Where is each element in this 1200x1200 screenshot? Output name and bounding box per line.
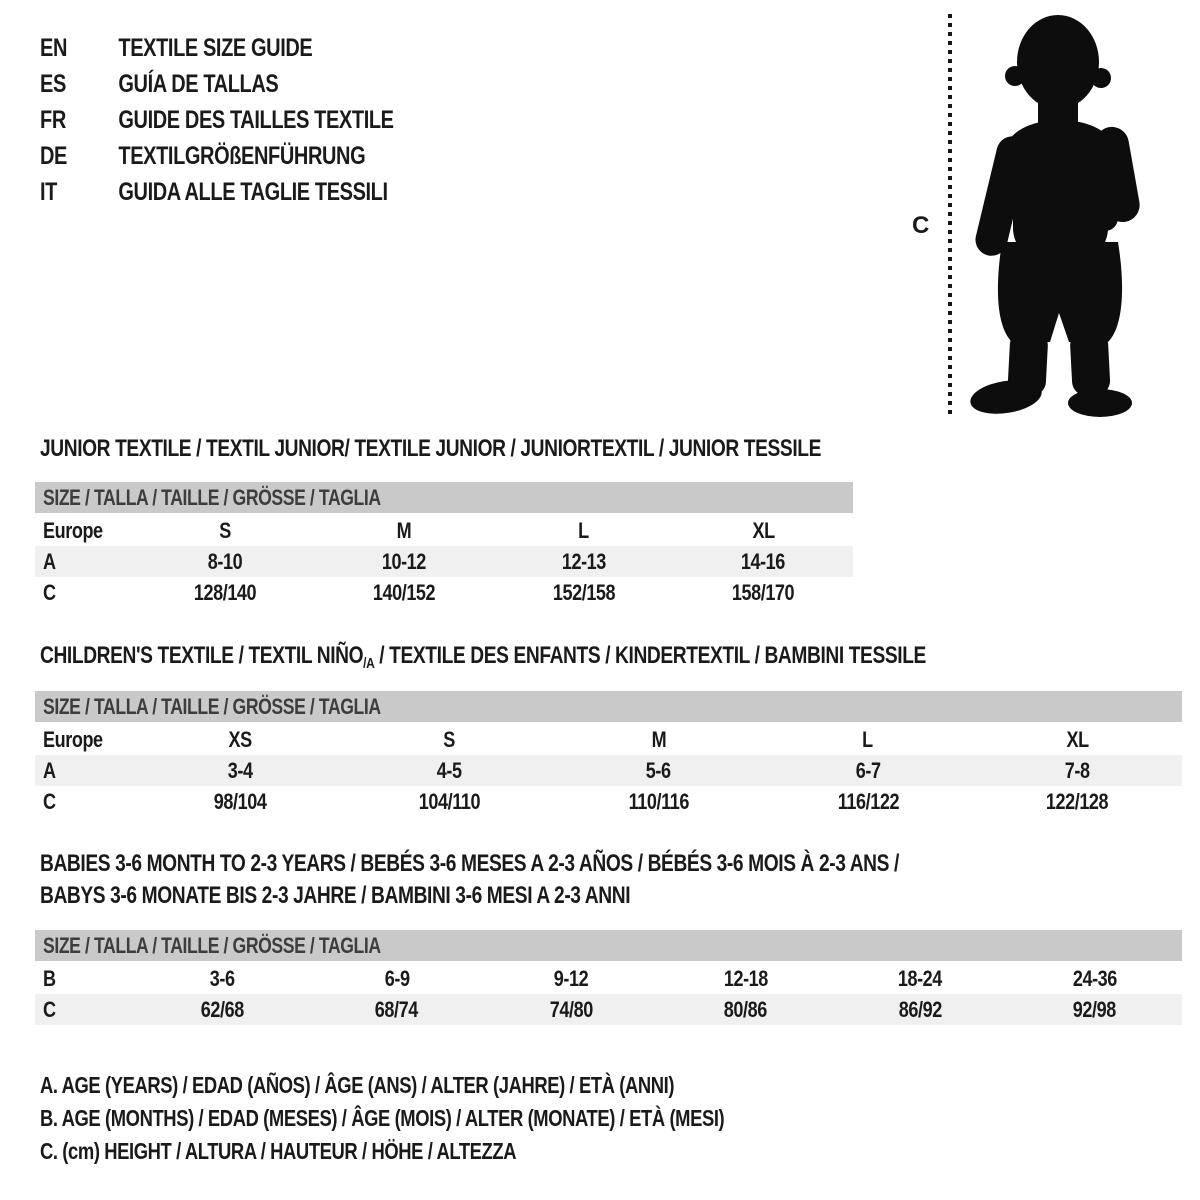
value-cell: 86/92	[898, 996, 942, 1022]
section-title-text: CHILDREN'S TEXTILE / TEXTIL NIÑO	[40, 642, 364, 669]
value-cell: 62/68	[200, 996, 244, 1022]
legend-line-b: B. AGE (MONTHS) / EDAD (MESES) / ÂGE (MOIS) / ALTER (MONATE) / ETÀ (MESI)	[40, 1105, 725, 1131]
value-cell: 152/158	[552, 579, 615, 605]
value-cell: 122/128	[1046, 788, 1109, 814]
language-row-it	[40, 174, 394, 210]
legend-line-c: C. (cm) HEIGHT / ALTURA / HAUTEUR / HÖHE / ALTEZZA	[40, 1138, 517, 1164]
language-title: TEXTILGRÖßENFÜHRUNG	[118, 141, 366, 170]
table-rows	[35, 515, 853, 608]
value-cell: 18-24	[898, 965, 943, 991]
value-cell: 158/170	[732, 579, 795, 605]
toddler-silhouette	[958, 12, 1144, 420]
measure-legend	[40, 1072, 895, 1171]
table-rows	[35, 963, 1182, 1025]
size-column-header: S	[443, 726, 455, 752]
section-title-children	[40, 640, 926, 680]
language-title: GUIDA ALLE TAGLIE TESSILI	[118, 177, 388, 206]
size-column-header: XS	[228, 726, 252, 752]
junior-size-table	[35, 482, 853, 608]
language-title-block	[40, 30, 482, 210]
size-header-bar	[35, 482, 853, 513]
language-title: TEXTILE SIZE GUIDE	[118, 33, 313, 62]
section-title-junior: JUNIOR TEXTILE / TEXTIL JUNIOR/ TEXTILE JUNIOR / JUNIORTEXTIL / JUNIOR TESSILE	[40, 435, 821, 462]
table-row-europe	[35, 515, 853, 546]
table-row-b	[35, 963, 1182, 994]
table-row-a	[35, 546, 853, 577]
row-label: A	[43, 548, 56, 574]
value-cell: 92/98	[1073, 996, 1117, 1022]
value-cell: 116/122	[837, 788, 899, 814]
size-column-header: M	[396, 517, 412, 543]
height-measure-dashed-line	[948, 14, 952, 418]
section-title-subscript: /A	[363, 655, 375, 672]
table-row-c	[35, 994, 1182, 1025]
value-cell: 9-12	[554, 965, 589, 991]
language-code: IT	[40, 177, 57, 206]
size-header-label: SIZE / TALLA / TAILLE / GRÖSSE / TAGLIA	[43, 694, 381, 719]
language-code: FR	[40, 105, 66, 134]
children-size-table	[35, 691, 1182, 817]
value-cell: 14-16	[741, 548, 786, 574]
value-cell: 10-12	[382, 548, 427, 574]
value-cell: 24-36	[1072, 965, 1117, 991]
value-cell: 110/116	[628, 788, 689, 814]
row-label: C	[43, 788, 56, 814]
value-cell: 128/140	[193, 579, 256, 605]
value-cell: 5-6	[646, 757, 671, 783]
babies-size-table	[35, 930, 1182, 1025]
value-cell: 12-18	[723, 965, 768, 991]
table-row-europe	[35, 724, 1182, 755]
size-header-bar	[35, 930, 1182, 961]
table-row-c	[35, 577, 853, 608]
legend-line-a: A. AGE (YEARS) / EDAD (AÑOS) / ÂGE (ANS) / ALTER (JAHRE) / ETÀ (ANNI)	[40, 1072, 675, 1098]
section-title-babies	[40, 848, 899, 912]
row-label: C	[43, 579, 56, 605]
value-cell: 98/104	[213, 788, 267, 814]
value-cell: 68/74	[375, 996, 419, 1022]
table-rows	[35, 724, 1182, 817]
height-measure-label: C	[912, 212, 930, 239]
language-row-de	[40, 138, 394, 174]
size-column-header: L	[578, 517, 590, 543]
value-cell: 3-4	[227, 757, 253, 783]
section-title-text: / TEXTILE DES ENFANTS / KINDERTEXTIL / BAMBINI TESSILE	[374, 642, 926, 669]
value-cell: 140/152	[373, 579, 436, 605]
size-header-label: SIZE / TALLA / TAILLE / GRÖSSE / TAGLIA	[43, 933, 381, 958]
value-cell: 7-8	[1064, 757, 1090, 783]
value-cell: 6-9	[384, 965, 410, 991]
language-code: EN	[40, 33, 67, 62]
value-cell: 80/86	[724, 996, 768, 1022]
size-header-bar	[35, 691, 1182, 722]
language-row-en	[40, 30, 394, 66]
language-code: DE	[40, 141, 67, 170]
language-code: ES	[40, 69, 66, 98]
size-column-header: S	[218, 517, 231, 543]
region-label: Europe	[43, 517, 103, 543]
size-column-header: XL	[752, 517, 775, 543]
language-row-fr	[40, 102, 394, 138]
value-cell: 8-10	[207, 548, 242, 574]
value-cell: 74/80	[549, 996, 593, 1022]
value-cell: 12-13	[561, 548, 606, 574]
language-row-es	[40, 66, 394, 102]
row-label: A	[43, 757, 56, 783]
value-cell: 3-6	[209, 965, 235, 991]
value-cell: 4-5	[436, 757, 462, 783]
size-column-header: XL	[1066, 726, 1089, 752]
row-label: C	[43, 996, 56, 1022]
size-column-header: M	[651, 726, 666, 752]
table-row-c	[35, 786, 1182, 817]
size-column-header: L	[862, 726, 874, 752]
value-cell: 104/110	[418, 788, 480, 814]
row-label: B	[43, 965, 56, 991]
value-cell: 6-7	[855, 757, 881, 783]
section-title-line1: BABIES 3-6 MONTH TO 2-3 YEARS / BEBÉS 3-6 MESES A 2-3 AÑOS / BÉBÉS 3-6 MOIS À 2-3 ANS /	[40, 850, 899, 877]
region-label: Europe	[43, 726, 103, 752]
language-title: GUÍA DE TALLAS	[118, 69, 279, 98]
language-title: GUIDE DES TAILLES TEXTILE	[118, 105, 394, 134]
size-header-label: SIZE / TALLA / TAILLE / GRÖSSE / TAGLIA	[43, 485, 381, 510]
table-row-a	[35, 755, 1182, 786]
section-title-line2: BABYS 3-6 MONATE BIS 2-3 JAHRE / BAMBINI 3-6 MESI A 2-3 ANNI	[40, 882, 631, 909]
